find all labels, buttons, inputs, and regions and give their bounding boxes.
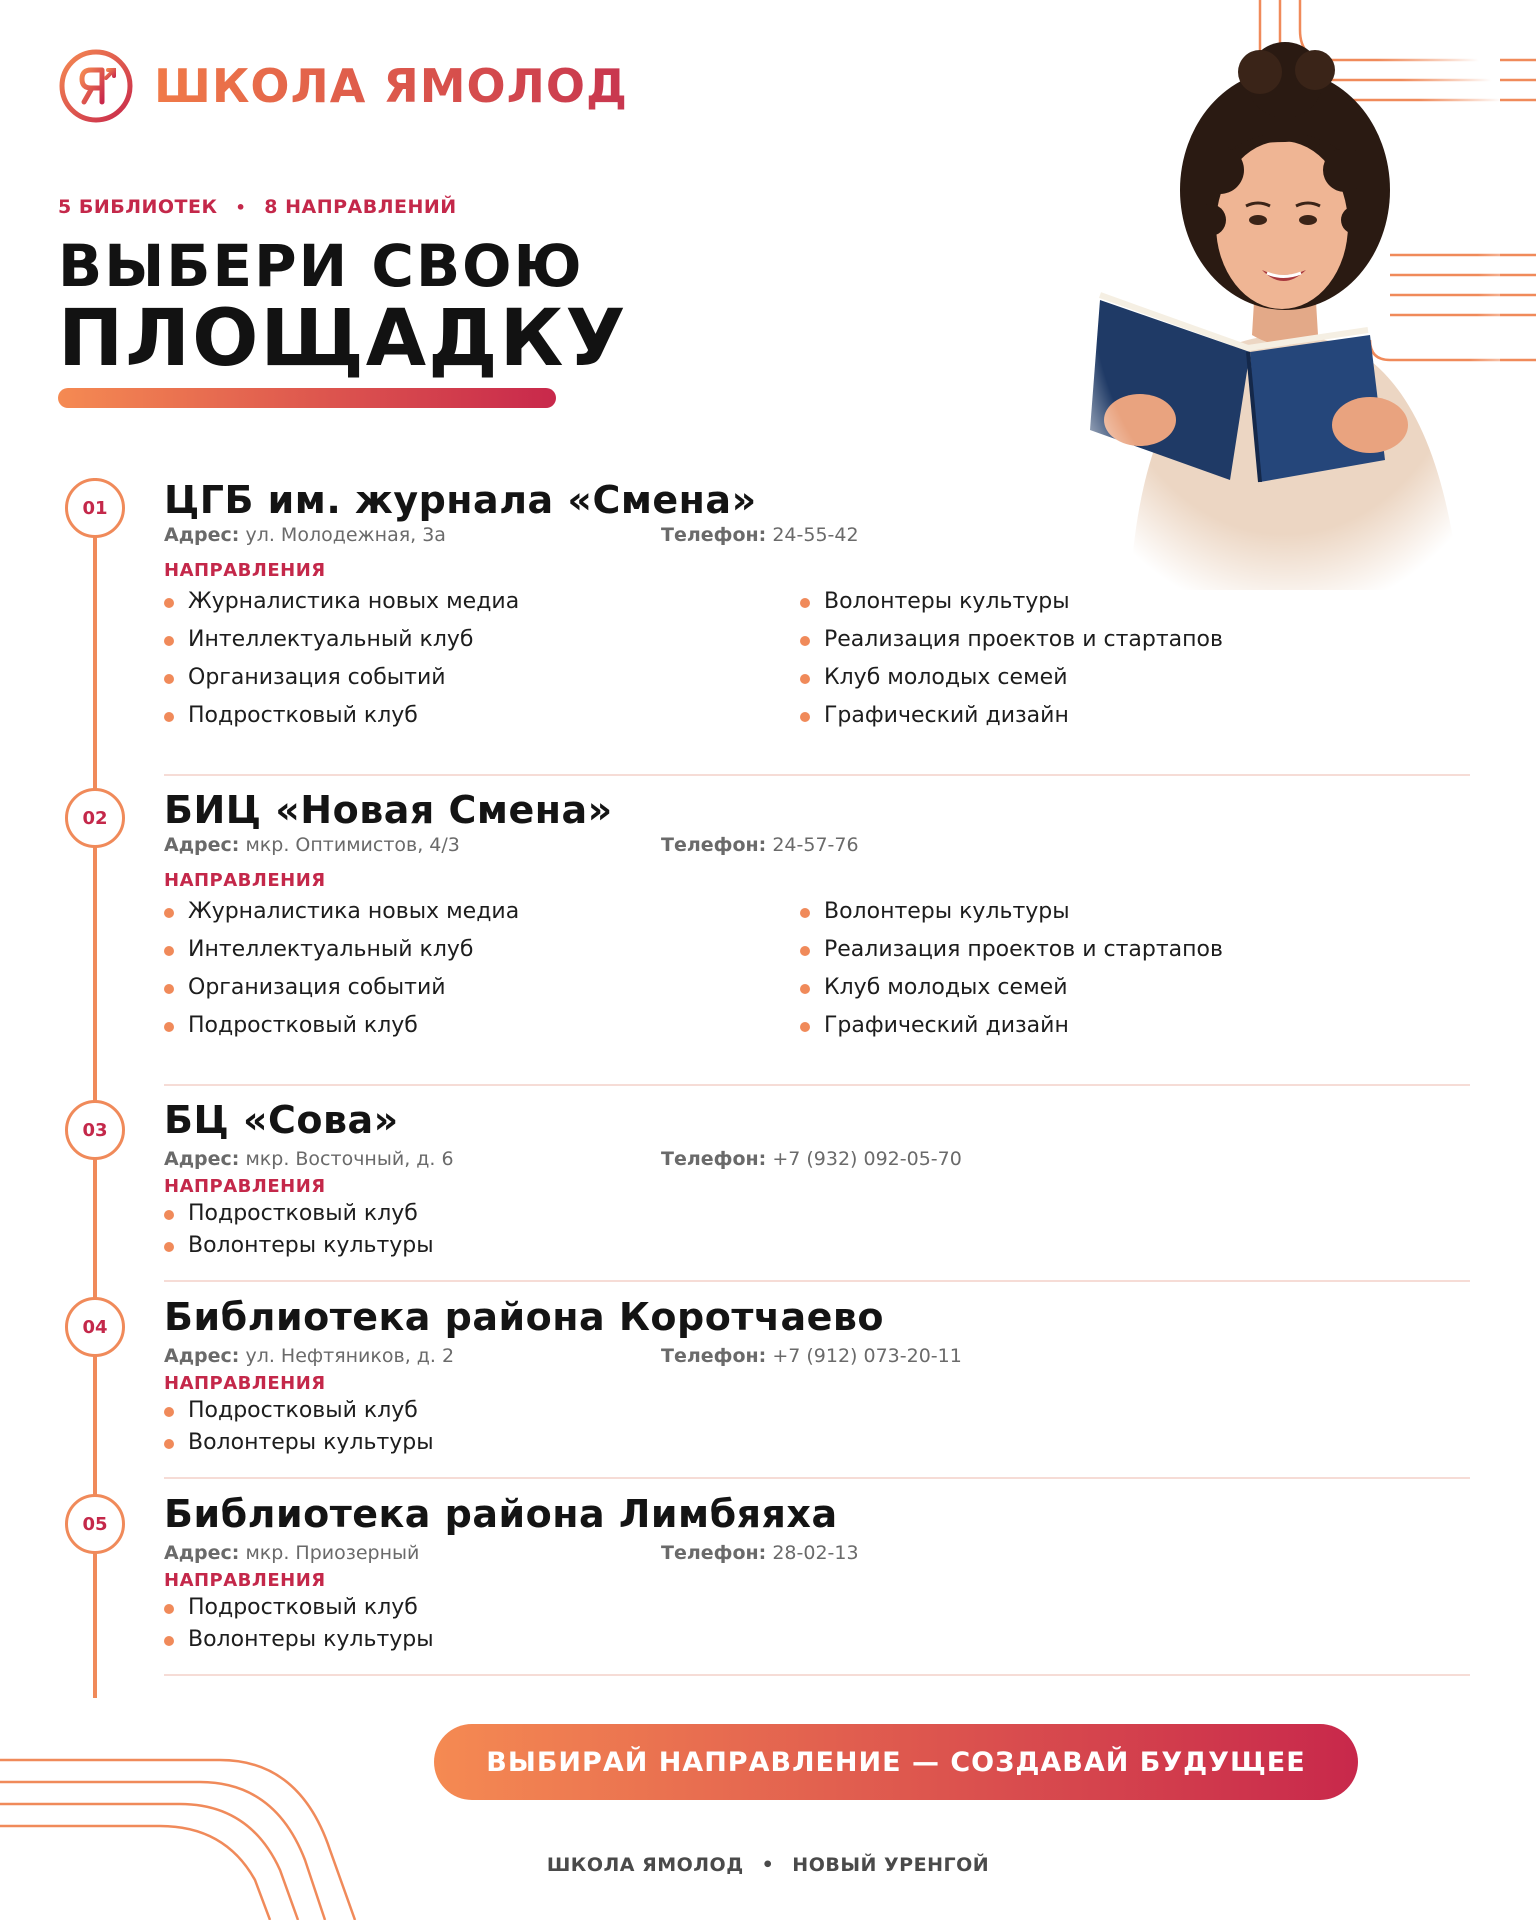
direction-item: Волонтеры культуры <box>164 1627 434 1652</box>
ya-logo-icon <box>58 48 134 124</box>
direction-item: Организация событий <box>164 665 446 690</box>
direction-item: Журналистика новых медиа <box>164 589 519 614</box>
address-label: Адрес: <box>164 524 240 546</box>
direction-item: Интеллектуальный клуб <box>164 937 473 962</box>
entry-separator <box>164 1674 1470 1676</box>
kicker-libraries-count: 5 БИБЛИОТЕК <box>58 196 218 218</box>
entry-separator <box>164 1280 1470 1282</box>
direction-item: Интеллектуальный клуб <box>164 627 473 652</box>
address-value: ул. Молодежная, 3а <box>245 524 446 546</box>
phone-value: +7 (932) 092-05-70 <box>772 1148 962 1170</box>
library-name: ЦГБ им. журнала «Смена» <box>164 478 757 522</box>
phone-value: 24-57-76 <box>772 834 859 856</box>
library-phone <box>661 1542 859 1564</box>
entry-separator <box>164 1084 1470 1086</box>
library-entry <box>164 788 1470 1041</box>
direction-item: Реализация проектов и стартапов <box>800 937 1223 962</box>
library-info <box>164 834 1470 862</box>
logo[interactable] <box>58 48 628 124</box>
library-info <box>164 1148 1470 1176</box>
library-entry <box>164 478 1470 731</box>
address-value: мкр. Оптимистов, 4/3 <box>245 834 460 856</box>
address-label: Адрес: <box>164 1345 240 1367</box>
library-info <box>164 1542 1470 1570</box>
title-underline-bar <box>58 388 556 408</box>
directions-label: НАПРАВЛЕНИЯ <box>164 1373 326 1394</box>
library-name: БЦ «Сова» <box>164 1098 399 1142</box>
library-phone <box>661 834 859 856</box>
library-entry <box>164 1295 1470 1464</box>
library-entry <box>164 1098 1470 1267</box>
footer-city: НОВЫЙ УРЕНГОЙ <box>792 1854 990 1876</box>
kicker-directions-count: 8 НАПРАВЛЕНИЙ <box>264 196 457 218</box>
directions-label: НАПРАВЛЕНИЯ <box>164 870 326 891</box>
library-phone <box>661 1345 962 1367</box>
library-entry <box>164 1492 1470 1661</box>
number-badge: 04 <box>65 1297 125 1357</box>
number-badge: 03 <box>65 1100 125 1160</box>
page-title-line1: ВЫБЕРИ СВОЮ <box>58 232 584 300</box>
kicker-separator: • <box>235 197 247 217</box>
phone-value: +7 (912) 073-20-11 <box>772 1345 962 1367</box>
number-badge: 05 <box>65 1494 125 1554</box>
address-label: Адрес: <box>164 1148 240 1170</box>
decorative-lines-bottom-left <box>0 1740 460 1920</box>
directions-list <box>164 891 1470 1041</box>
direction-item: Волонтеры культуры <box>164 1233 434 1258</box>
address-label: Адрес: <box>164 834 240 856</box>
direction-item: Организация событий <box>164 975 446 1000</box>
address-value: мкр. Приозерный <box>245 1542 420 1564</box>
number-badge: 01 <box>65 478 125 538</box>
footer-org: ШКОЛА ЯМОЛОД <box>546 1854 744 1876</box>
phone-label: Телефон: <box>661 1345 767 1367</box>
directions-list <box>164 1197 1470 1267</box>
direction-item: Графический дизайн <box>800 703 1069 728</box>
phone-label: Телефон: <box>661 1148 767 1170</box>
direction-item: Подростковый клуб <box>164 1398 418 1423</box>
directions-list <box>164 1591 1470 1661</box>
footer-separator: • <box>761 1854 775 1876</box>
library-address <box>164 834 460 856</box>
directions-list <box>164 1394 1470 1464</box>
cta-button[interactable]: ВЫБИРАЙ НАПРАВЛЕНИЕ — СОЗДАВАЙ БУДУЩЕЕ <box>434 1724 1358 1800</box>
phone-value: 24-55-42 <box>772 524 859 546</box>
library-name: Библиотека района Лимбяяха <box>164 1492 838 1536</box>
library-address <box>164 1148 454 1170</box>
library-info <box>164 524 1470 552</box>
direction-item: Волонтеры культуры <box>164 1430 434 1455</box>
direction-item: Подростковый клуб <box>164 1201 418 1226</box>
direction-item: Волонтеры культуры <box>800 589 1070 614</box>
phone-label: Телефон: <box>661 834 767 856</box>
phone-label: Телефон: <box>661 1542 767 1564</box>
library-address <box>164 1345 454 1367</box>
directions-label: НАПРАВЛЕНИЯ <box>164 560 326 581</box>
address-label: Адрес: <box>164 1542 240 1564</box>
page-title-line2: ПЛОЩАДКУ <box>58 294 628 384</box>
direction-item: Реализация проектов и стартапов <box>800 627 1223 652</box>
address-value: мкр. Восточный, д. 6 <box>245 1148 454 1170</box>
library-address <box>164 524 446 546</box>
footer <box>0 1854 1536 1876</box>
directions-label: НАПРАВЛЕНИЯ <box>164 1570 326 1591</box>
direction-item: Подростковый клуб <box>164 703 418 728</box>
phone-value: 28-02-13 <box>772 1542 859 1564</box>
direction-item: Клуб молодых семей <box>800 665 1068 690</box>
library-phone <box>661 1148 962 1170</box>
direction-item: Подростковый клуб <box>164 1595 418 1620</box>
library-name: Библиотека района Коротчаево <box>164 1295 885 1339</box>
direction-item: Подростковый клуб <box>164 1013 418 1038</box>
direction-item: Журналистика новых медиа <box>164 899 519 924</box>
directions-label: НАПРАВЛЕНИЯ <box>164 1176 326 1197</box>
logo-text: ШКОЛА ЯМОЛОД <box>154 59 628 113</box>
phone-label: Телефон: <box>661 524 767 546</box>
library-address <box>164 1542 419 1564</box>
kicker <box>58 196 457 218</box>
direction-item: Волонтеры культуры <box>800 899 1070 924</box>
library-info <box>164 1345 1470 1373</box>
number-badge: 02 <box>65 788 125 848</box>
direction-item: Графический дизайн <box>800 1013 1069 1038</box>
address-value: ул. Нефтяников, д. 2 <box>245 1345 455 1367</box>
library-phone <box>661 524 859 546</box>
directions-list <box>164 581 1470 731</box>
direction-item: Клуб молодых семей <box>800 975 1068 1000</box>
entry-separator <box>164 774 1470 776</box>
library-name: БИЦ «Новая Смена» <box>164 788 613 832</box>
entry-separator <box>164 1477 1470 1479</box>
